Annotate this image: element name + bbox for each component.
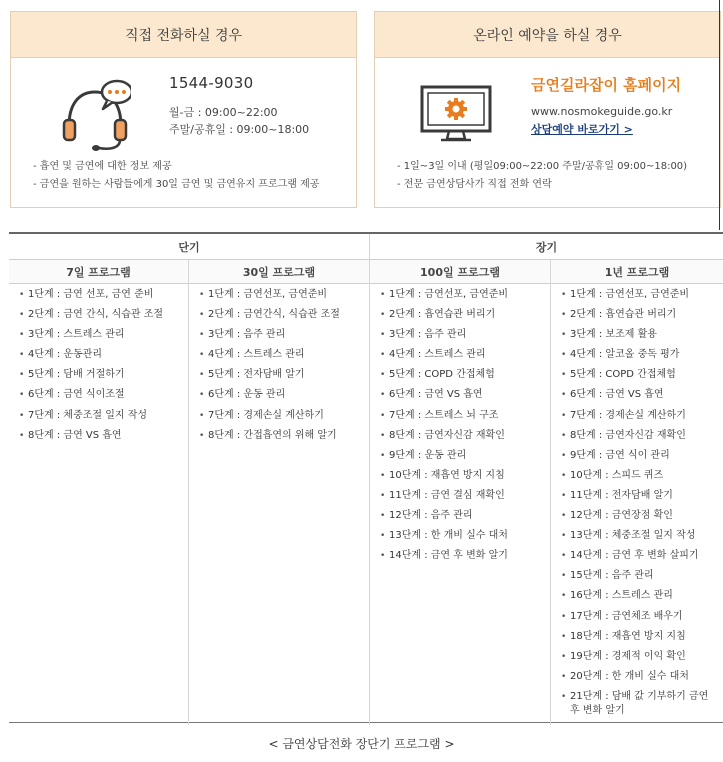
step-item: • 10단계 : 재흡연 방지 지침 [380,469,548,483]
step-item: • 2단계 : 흡연습관 버리기 [380,308,548,322]
step-item: • 11단계 : 금연 결심 재확인 [380,489,548,503]
group-short-term: 단기 [9,234,369,260]
step-item: • 8단계 : 간접흡연의 위해 알기 [199,429,367,443]
step-item: • 15단계 : 음주 관리 [561,569,721,583]
step-item: • 7단계 : 스트레스 뇌 구조 [380,409,548,423]
step-item: • 7단계 : 경제손실 계산하기 [561,409,721,423]
step-item: • 16단계 : 스트레스 관리 [561,589,721,603]
step-item: • 5단계 : COPD 간접체험 [561,368,721,382]
step-item: • 1단계 : 금연선포, 금연준비 [199,288,367,302]
weekday-hours: 월-금 : 09:00~22:00 [169,106,278,119]
site-name: 금연길라잡이 홈페이지 [531,76,682,94]
phone-card-title: 직접 전화하실 경우 [11,12,356,58]
step-item: • 3단계 : 스트레스 관리 [19,328,187,342]
step-item: • 5단계 : COPD 간접체험 [380,368,548,382]
program-header-100day: 100일 프로그램 [370,260,550,284]
column-divider-1 [188,260,189,725]
step-item: • 9단계 : 금연 식이 관리 [561,449,721,463]
step-item: • 19단계 : 경제적 이익 확인 [561,650,721,664]
step-item: • 4단계 : 운동관리 [19,348,187,362]
step-item: • 5단계 : 전자담배 알기 [199,368,367,382]
step-item: • 1단계 : 금연 선포, 금연 준비 [19,288,187,302]
page-edge-line [719,0,720,230]
phone-bullet-1: - 흡연 및 금연에 대한 정보 제공 [33,161,172,172]
step-item: • 14단계 : 금연 후 변화 알기 [380,549,548,563]
step-item: • 10단계 : 스피드 퀴즈 [561,469,721,483]
column-divider-3 [550,260,551,725]
headset-icon [55,76,131,152]
step-item: • 8단계 : 금연자신감 재확인 [380,429,548,443]
steps-7day [19,288,187,449]
online-card-bullets [397,158,687,194]
online-card-title: 온라인 예약을 하실 경우 [375,12,720,58]
online-card [374,11,721,208]
step-item: • 3단계 : 음주 관리 [199,328,367,342]
program-table [9,232,723,723]
phone-card [10,11,357,208]
step-item: • 8단계 : 금연자신감 재확인 [561,429,721,443]
step-item: • 13단계 : 한 개비 실수 대처 [380,529,548,543]
step-item: • 3단계 : 보조제 활용 [561,328,721,342]
step-item: • 4단계 : 스트레스 관리 [199,348,367,362]
step-item: • 2단계 : 금연 간식, 식습관 조절 [19,308,187,322]
step-item: • 2단계 : 흡연습관 버리기 [561,308,721,322]
step-item: • 12단계 : 금연장점 확인 [561,509,721,523]
step-item: • 1단계 : 금연선포, 금연준비 [561,288,721,302]
step-item: • 17단계 : 금연체조 배우기 [561,610,721,624]
group-divider [369,234,370,725]
step-item: • 9단계 : 운동 관리 [380,449,548,463]
step-item: • 8단계 : 금연 VS 흡연 [19,429,187,443]
step-item: • 7단계 : 경제손실 계산하기 [199,409,367,423]
step-item: • 13단계 : 체중조절 일지 작성 [561,529,721,543]
program-header-30day: 30일 프로그램 [189,260,369,284]
monitor-gear-icon [419,84,493,144]
site-url[interactable]: www.nosmokeguide.go.kr [531,105,673,118]
step-item: • 7단계 : 체중조절 일지 작성 [19,409,187,423]
program-header-7day: 7일 프로그램 [9,260,188,284]
program-header-1year: 1년 프로그램 [551,260,723,284]
step-item: • 21단계 : 담배 값 기부하기 금연 후 변화 알기 [561,690,721,718]
phone-card-bullets [33,158,319,194]
step-item: • 6단계 : 금연 VS 흡연 [380,388,548,402]
step-item: • 6단계 : 운동 관리 [199,388,367,402]
step-item: • 20단계 : 한 개비 실수 대처 [561,670,721,684]
steps-100day [380,288,548,569]
group-long-term: 장기 [370,234,723,260]
figure-caption: < 금연상담전화 장단기 프로그램 > [268,737,455,751]
step-item: • 5단계 : 담배 거절하기 [19,368,187,382]
phone-number: 1544-9030 [169,74,254,92]
step-item: • 3단계 : 음주 관리 [380,328,548,342]
step-item: • 11단계 : 전자담배 알기 [561,489,721,503]
phone-bullet-2: - 금연을 원하는 사람들에게 30일 금연 및 금연유지 프로그램 제공 [33,179,320,190]
step-item: • 6단계 : 금연 VS 흡연 [561,388,721,402]
online-bullet-2: - 전문 금연상담사가 직접 전화 연락 [397,179,552,190]
online-bullet-1: - 1일~3일 이내 (평일09:00~22:00 주말/공휴일 09:00~18:00) [397,161,688,172]
steps-1year [561,288,721,724]
step-item: • 4단계 : 알코올 중독 평가 [561,348,721,362]
step-item: • 6단계 : 금연 식이조절 [19,388,187,402]
steps-30day [199,288,367,449]
step-item: • 14단계 : 금연 후 변화 살피기 [561,549,721,563]
step-item: • 1단계 : 금연선포, 금연준비 [380,288,548,302]
weekend-hours: 주말/공휴일 : 09:00~18:00 [169,123,310,136]
step-item: • 18단계 : 재흡연 방지 지침 [561,630,721,644]
reservation-link[interactable]: 상담예약 바로가기 > [531,123,633,136]
step-item: • 4단계 : 스트레스 관리 [380,348,548,362]
step-item: • 2단계 : 금연간식, 식습관 조절 [199,308,367,322]
step-item: • 12단계 : 음주 관리 [380,509,548,523]
